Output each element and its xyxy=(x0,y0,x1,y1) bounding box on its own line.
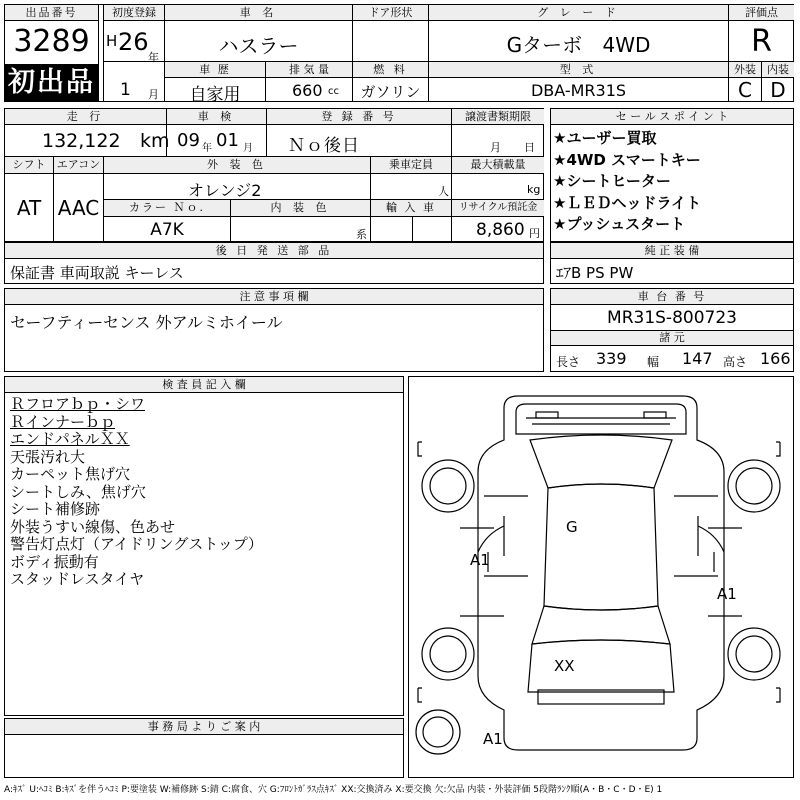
inspection-month-unit: 月 xyxy=(243,143,253,154)
registration-label: 登 録 番 号 xyxy=(267,109,451,124)
displacement-unit: cc xyxy=(328,86,339,97)
mileage: 132,122 xyxy=(42,130,121,152)
car-diagram xyxy=(408,376,794,778)
era: H xyxy=(106,32,118,50)
recycle-unit: 円 xyxy=(529,227,540,240)
height-value: 166 xyxy=(760,349,791,368)
mileage-label: 走 行 xyxy=(5,109,166,124)
office-label: 事 務 局 よ り ご 案 内 xyxy=(5,719,403,734)
ac: AAC xyxy=(57,196,100,220)
load-unit: kg xyxy=(527,183,541,196)
remark: Ｒインナーｂｐ xyxy=(10,412,116,431)
width-value: 147 xyxy=(682,349,713,368)
grade-label: グ レ ー ド xyxy=(429,5,728,20)
body-outline xyxy=(478,396,724,750)
car-name-label: 車 名 xyxy=(165,5,352,20)
inspector-remarks xyxy=(10,396,263,589)
color-no: A7K xyxy=(150,220,184,240)
chassis-number: MR31S-800723 xyxy=(607,308,737,328)
rear-window xyxy=(532,606,670,644)
load-label: 最大積載量 xyxy=(452,157,544,173)
remark: エンドパネルＸＸ xyxy=(10,430,130,448)
equipment-label: 純 正 装 備 xyxy=(551,243,793,258)
front-bumper xyxy=(516,404,686,434)
first-reg-label: 初度登録 xyxy=(104,5,164,20)
inspection-year-unit: 年 xyxy=(202,143,212,154)
inspector-label: 検 査 員 記 入 欄 xyxy=(5,377,403,392)
model: DBA-MR31S xyxy=(530,81,627,100)
exterior-score: C xyxy=(738,78,752,102)
lot-no-label: 出品番号 xyxy=(5,5,98,20)
damage-mark-g: G xyxy=(566,518,578,536)
history-label: 車 歴 xyxy=(165,62,265,77)
sales-points-list xyxy=(553,128,791,236)
int-color-label: 内 装 色 xyxy=(231,200,370,216)
windshield xyxy=(530,435,672,488)
damage-mark-a1-left: A1 xyxy=(470,551,490,569)
ext-color: オレンジ2 xyxy=(188,181,262,200)
sales-point: ★プッシュスタート xyxy=(553,215,686,233)
length-value: 339 xyxy=(596,349,627,368)
model-label: 型 式 xyxy=(429,62,728,77)
legend: A:ｷｽﾞ U:ﾍｺﾐ B:ｷｽﾞを伴うﾍｺﾐ P:要塗装 W:補修跡 S:錆 C:腐食、穴 G:ﾌﾛﾝﾄｶﾞﾗｽ点ｷｽﾞ XX:交換済み X:要交換 欠:欠品 内装・外装評価 5段階ﾗﾝｸ順(A・B・C・D・E) 1 xyxy=(4,785,663,795)
car-name: ハスラー xyxy=(218,34,299,58)
score-label: 評価点 xyxy=(729,5,794,20)
lot-no: 3289 xyxy=(13,24,90,59)
color-no-label: カラー Ｎｏ. xyxy=(104,200,230,216)
equipment: ｴｱB PS PW xyxy=(556,264,634,282)
first-reg-month: 1 xyxy=(120,80,131,100)
rear-gate xyxy=(528,640,674,692)
exterior-label: 外装 xyxy=(729,62,761,77)
damage-mark-a1-right: A1 xyxy=(717,585,737,603)
sales-point: ★ユーザー買取 xyxy=(553,129,657,147)
grade: Gターボ 4WD xyxy=(506,33,651,57)
sales-point: ★シートヒーター xyxy=(553,172,671,190)
fuel: ガソリン xyxy=(360,83,421,101)
shift-label: シフト xyxy=(5,157,53,173)
remark: 天張汚れ大 xyxy=(10,447,86,466)
remark: シートしみ、焦げ穴 xyxy=(10,482,146,501)
displacement-label: 排 気 量 xyxy=(266,62,352,77)
ext-color-label: 外 装 色 xyxy=(104,157,370,173)
transfer-label: 譲渡書類期限 xyxy=(452,109,544,124)
recycle-label: リサイクル預託金 xyxy=(452,200,544,216)
first-reg-year: 26 xyxy=(118,28,149,56)
inspection-label: 車 検 xyxy=(167,109,266,124)
details-block xyxy=(4,108,544,242)
import-label: 輸 入 車 xyxy=(371,200,451,216)
later-parts-label: 後 日 発 送 部 品 xyxy=(5,243,543,258)
month-unit: 月 xyxy=(148,88,159,101)
remark: シート補修跡 xyxy=(10,500,101,518)
remark: スタッドレスタイヤ xyxy=(10,570,145,588)
sales-point: ★ＬＥＤヘッドライト xyxy=(553,193,701,212)
ac-label: エアコン xyxy=(54,157,103,173)
remark: Ｒフロアｂｐ・シワ xyxy=(10,395,146,413)
fuel-label: 燃 料 xyxy=(353,62,428,77)
history: 自家用 xyxy=(189,85,241,105)
transfer-day-unit: 日 xyxy=(524,141,535,154)
registration: Ｎｏ後日 xyxy=(288,136,360,156)
roof xyxy=(544,484,658,610)
remark: ボディ振動有 xyxy=(10,552,99,571)
remark: 警告灯点灯（アイドリングストップ） xyxy=(10,535,263,553)
shift: AT xyxy=(16,196,42,220)
transfer-month-unit: 月 xyxy=(490,141,501,154)
first-listing-badge: 初出品 xyxy=(4,64,99,102)
remark: カーペット焦げ穴 xyxy=(10,465,131,483)
inspection-year: 09 xyxy=(177,130,200,151)
year-unit: 年 xyxy=(148,51,159,64)
dimensions-label: 諸 元 xyxy=(551,331,793,345)
interior-label: 内装 xyxy=(762,62,794,77)
height-label: 高さ xyxy=(723,355,748,369)
inspection-month: 01 xyxy=(216,130,239,151)
recycle: 8,860 xyxy=(476,220,525,240)
int-color-unit: 系 xyxy=(356,228,367,241)
width-label: 幅 xyxy=(647,355,660,369)
score: R xyxy=(751,24,772,59)
notes-label: 注 意 事 項 欄 xyxy=(5,289,543,304)
displacement: 660 xyxy=(292,81,323,100)
damage-mark-a1-wheel: A1 xyxy=(483,730,503,748)
sales-point: ★4WD スマートキー xyxy=(553,150,701,169)
length-label: 長さ xyxy=(556,355,581,369)
mileage-unit: km xyxy=(140,130,170,152)
capacity-unit: 人 xyxy=(438,185,449,198)
interior-score: D xyxy=(770,78,786,102)
capacity-label: 乗車定員 xyxy=(371,157,451,173)
sales-points-label: セ ー ル ス ポ イ ン ト xyxy=(551,109,793,124)
remark: 外装うすい線傷、色あせ xyxy=(10,517,176,536)
later-parts: 保証書 車両取説 キーレス xyxy=(10,264,184,282)
chassis-label: 車 台 番 号 xyxy=(551,289,793,304)
notes: セーフティーセンス 外アルミホイール xyxy=(10,313,283,332)
door-label: ドア形状 xyxy=(353,5,428,20)
damage-mark-xx: XX xyxy=(554,657,575,675)
